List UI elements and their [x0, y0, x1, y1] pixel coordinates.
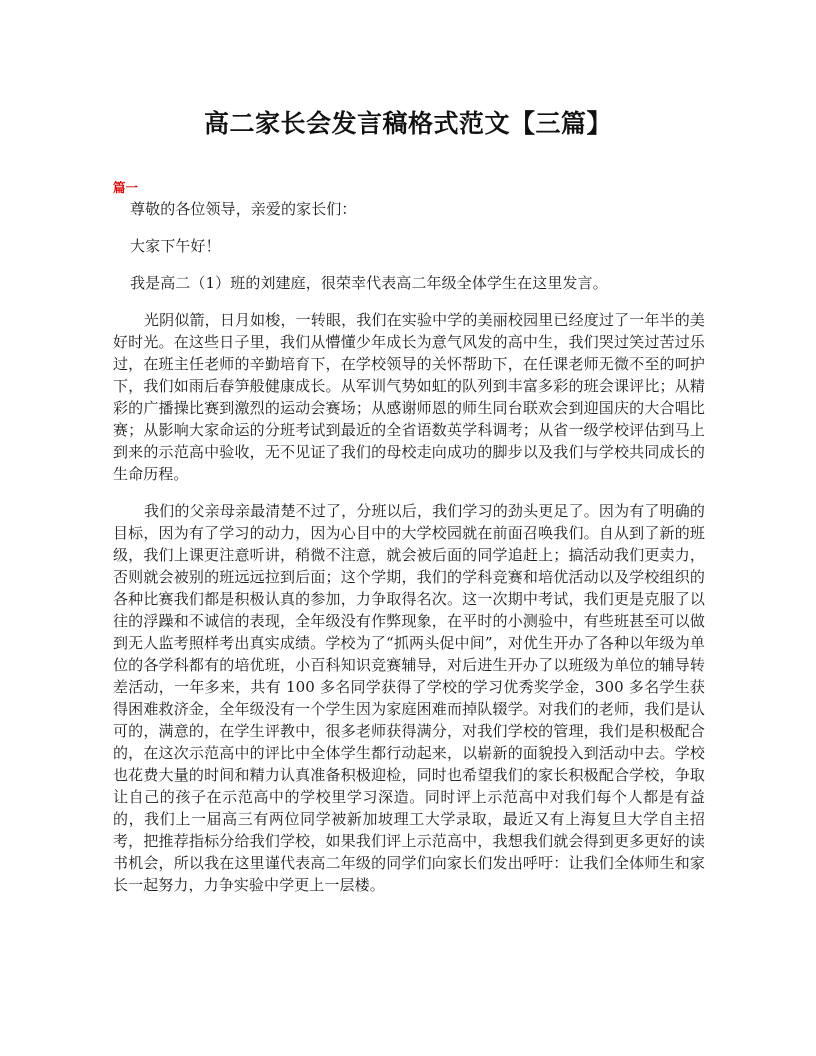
section-tag-label: 篇一 — [113, 180, 139, 195]
paragraph-self-introduction: 我是高二（1）班的刘建庭，很荣幸代表高二年级全体学生在这里发言。 — [130, 274, 608, 292]
paragraph-greeting: 大家下午好！ — [130, 237, 221, 255]
document-body — [113, 180, 705, 896]
page-title: 高二家长会发言稿格式范文【三篇】 — [203, 108, 612, 138]
paragraph-study-progress: 我们的父亲母亲最清楚不过了，分班以后，我们学习的劲头更足了。因为有了明确的目标，因为有了学习的动力，因为心目中的大学校园就在前面召唤我们。自从到了新的班级，我们上课更注意听讲，稍微不注意，就会被后面的同学追赶上；搞活动我们更卖力，否则就会被别的班远远拉到后面；这个学期，我们的学科竞赛和培优活动以及学校组织的各种比赛我们都是积极认真的参加，力争取得名次。这一次期中考试，我们更是克服了以往的浮躁和不诚信的表现，全年级没有作弊现象，在平时的小测验中，有些班甚至可以做到无人监考照样考出真实成绩。学校为了“抓两头促中间”，对优生开办了各种以年级为单位的各学科都有的培优班，小百科知识竞赛辅导，对后进生开办了以班级为单位的辅导转差活动，一年多来，共有 100 多名同学获得了学校的学习优秀奖学金，300 多名学生获得困难救济金，全年级没有一个学生因为家庭困难而掉队辍学。对我们的老师，我们是认可的，满意的，在学生评教中，很多老师获得满分，对我们学校的管理，我们是积极配合的，在这次示范高中的评比中全体学生都行动起来，以崭新的面貌投入到活动中去。学校也花费大量的时间和精力认真准备积极迎检，同时也希望我们的家长积极配合学校，争取让自己的孩子在示范高中的学校里学习深造。同时评上示范高中对我们每个人都是有益的，我们上一届高三有两位同学被新加坡理工大学录取，最近又有上海复旦大学自主招考，把推荐指标分给我们学校，如果我们评上示范高中，我想我们就会得到更多更好的读书机会，所以我在这里谨代表高二年级的同学们向家长们发出呼吁：让我们全体师生和家长一起努力，力争实验中学更上一层楼。 — [113, 502, 705, 894]
paragraph-salutation: 尊敬的各位领导，亲爱的家长们： — [130, 200, 357, 218]
paragraph-school-memories: 光阴似箭，日月如梭，一转眼，我们在实验中学的美丽校园里已经度过了一年半的美好时光。在这些日子里，我们从懵懂少年成长为意气风发的高中生，我们哭过笑过苦过乐过，在班主任老师的辛勤培育下，在学校领导的关怀帮助下，在任课老师无微不至的呵护下，我们如雨后春笋般健康成长。从军训气势如虹的队列到丰富多彩的班会课评比；从精彩的广播操比赛到激烈的运动会赛场；从感谢师恩的师生同台联欢会到迎国庆的大合唱比赛；从影响大家命运的分班考试到最近的全省语数英学科调考；从省一级学校评估到马上到来的示范高中验收，无不见证了我们的母校走向成功的脚步以及我们与学校共同成长的生命历程。 — [113, 311, 705, 483]
